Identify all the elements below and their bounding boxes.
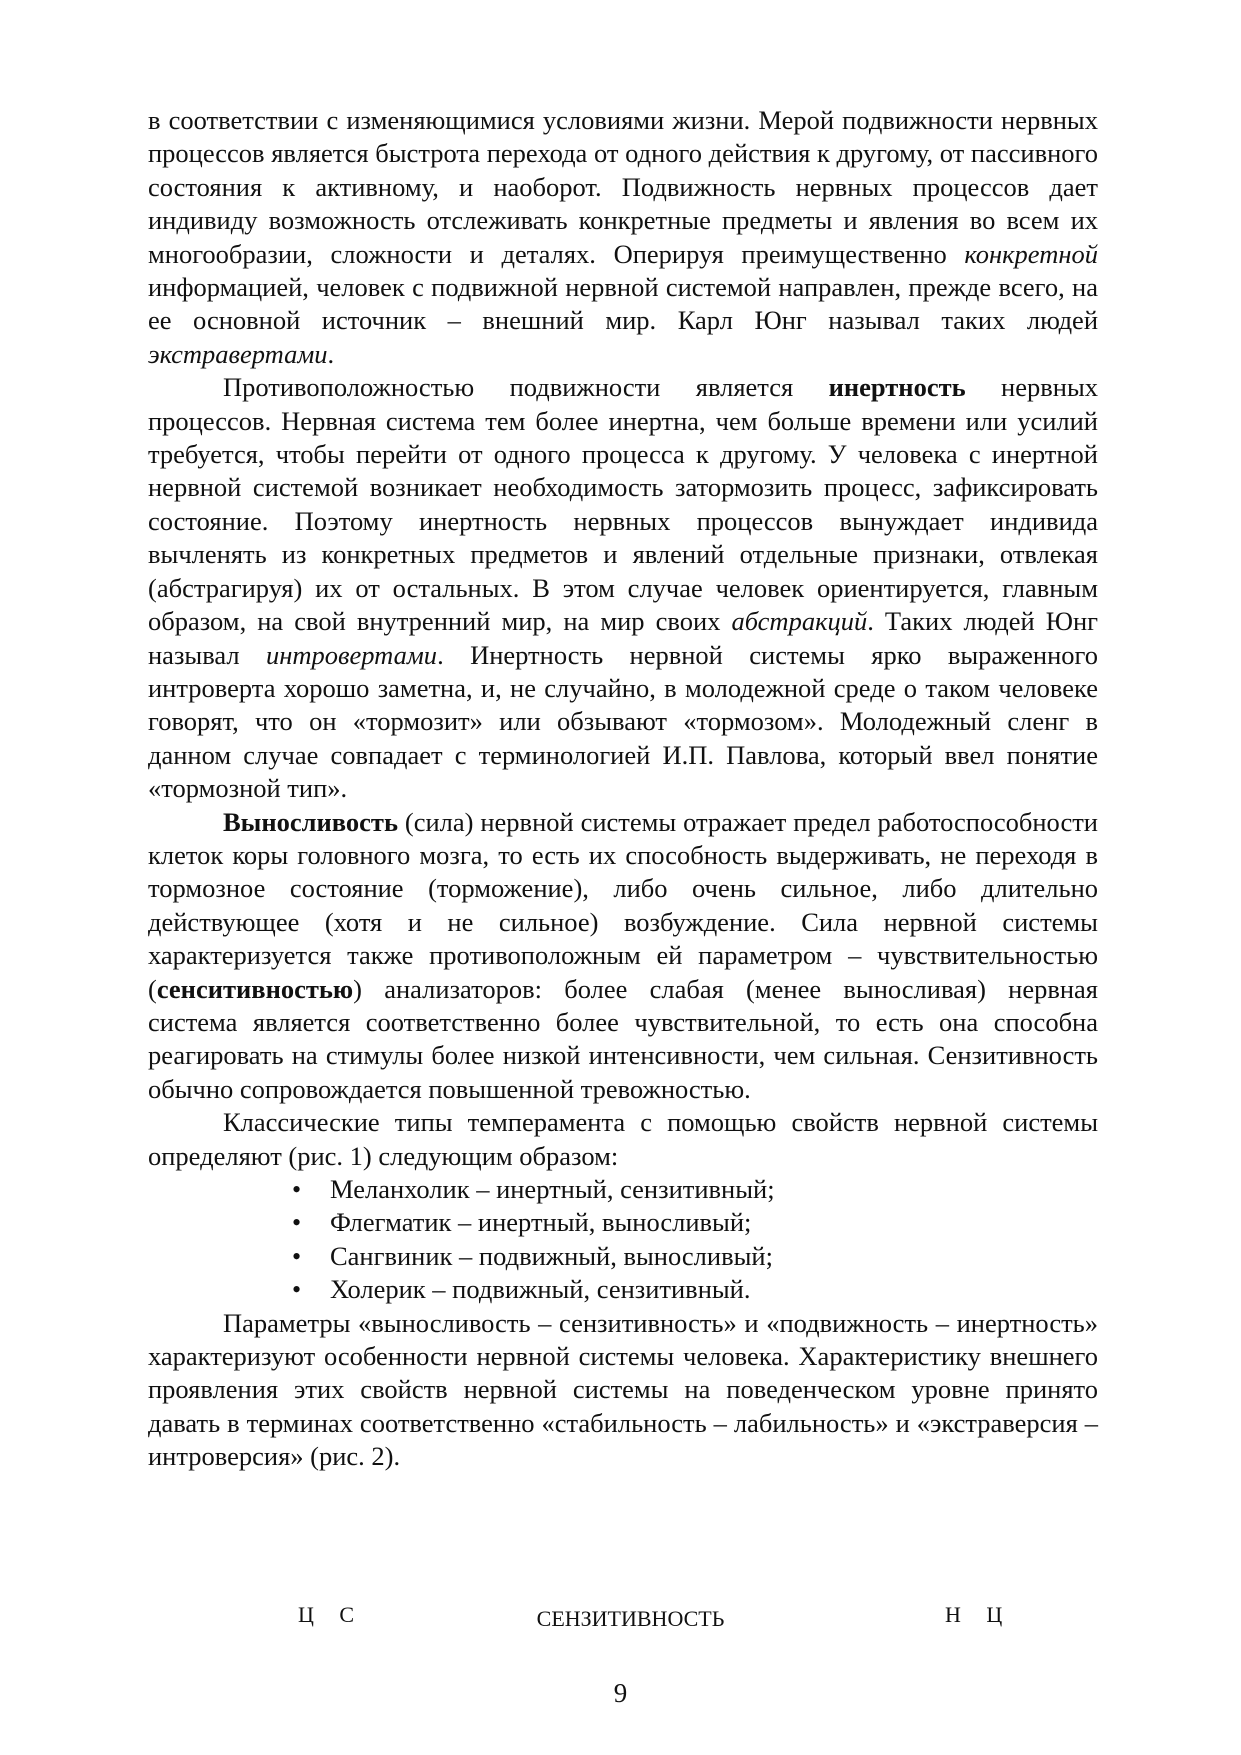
list-item: • Меланхолик – инертный, сензитивный; — [288, 1173, 1098, 1206]
paragraph-1 — [148, 104, 1098, 371]
paragraph-1-text-e: . — [327, 338, 335, 369]
term-abstractions: абстракций — [731, 606, 868, 637]
paragraph-3-text-d: ) анализаторов: более слабая (менее выносливая) нервная система является соответственно более чувствительной, то есть она способна реагировать на стимулы более низкой интенсивности, чем сильная. Сензитивность обычно сопровождается повышенной тревожностью. — [148, 973, 1098, 1104]
list-item: • Флегматик – инертный, выносливый; — [288, 1206, 1098, 1239]
paragraph-2-text-g: . Инертность нервной системы ярко выраженного интроверта хорошо заметна, и, не случайно, в молодежной среде о таком человеке говорят, что он «тормозит» или обзывают «тормозом». Молодежный сленг в данном случае совпадает с терминологией И.П. Павлова, который ввел понятие «тормозной тип». — [148, 639, 1098, 804]
page-number: 9 — [613, 1678, 628, 1708]
figure-left-glyphs: Ц С — [298, 1602, 365, 1627]
figure-axis-label: СЕНЗИТИВНОСТЬ — [536, 1606, 725, 1631]
term-endurance: Выносливость — [223, 806, 398, 837]
paragraph-2 — [148, 371, 1098, 805]
list-item: • Холерик – подвижный, сензитивный. — [288, 1273, 1098, 1306]
paragraph-2-text-a: Противоположностью подвижности является — [223, 372, 829, 403]
paragraph-3-text-b: (сила) нервной системы отражает предел работоспособности клеток коры головного мозга, то есть их способность выдерживать, не переходя в тормозное состояние (торможение), либо очень сильное, либо длительно действующее (хотя и не сильное) возбуждение. Сила нервной системы характеризуется также противоположным ей параметром – чувствительностью ( — [148, 806, 1098, 1004]
paragraph-4: Классические типы темперамента с помощью свойств нервной системы определяют (рис. 1) следующим образом: — [148, 1107, 1098, 1171]
body-text — [148, 104, 1098, 1474]
paragraph-5: Параметры «выносливость – сензитивность» и «подвижность – инертность» характеризуют особенности нервной системы человека. Характеристику внешнего проявления этих свойств нервной системы на поведенческом уровне принято давать в терминах соответственно «стабильность – лабильность» и «экстраверсия – интроверсия» (рис. 2). — [148, 1307, 1098, 1472]
paragraph-3 — [148, 806, 1098, 1107]
figure-fragment — [0, 1600, 1241, 1640]
term-concrete: конкретной — [964, 238, 1098, 269]
temperament-list — [148, 1173, 1098, 1307]
term-extraverts: экстравертами — [148, 338, 328, 369]
list-item: • Сангвиник – подвижный, выносливый; — [288, 1240, 1098, 1273]
term-introverts: интровертами — [265, 639, 438, 670]
term-sensitivity: сенситивностью — [156, 973, 354, 1004]
paragraph-2-text-c: нервных процессов. Нервная система тем более инертна, чем больше времени или усилий требуется, чтобы перейти от одного процесса к другому. У человека с инертной нервной системой возникает необходимость затормозить процесс, зафиксировать состояние. Поэтому инертность нервных процессов вынуждает индивида вычленять из конкретных предметов и явлений отдельные признаки, отвлекая (абстрагируя) их от остальных. В этом случае человек ориентируется, главным образом, на свой внутренний мир, на мир своих — [148, 372, 1098, 637]
term-inertness: инертность — [828, 372, 966, 403]
paragraph-2-text-e: . Таких людей Юнг называл — [148, 606, 1098, 670]
figure-right-glyphs: Н Ц — [945, 1602, 1013, 1627]
paragraph-1-text-a: в соответствии с изменяющимися условиями жизни. Мерой подвижности нервных процессов является быстрота перехода от одного действия к другому, от пассивного состояния к активному, и наоборот. Подвижность нервных процессов дает индивиду возможность отслеживать конкретные предметы и явления во всем их многообразии, сложности и деталях. Оперируя преимущественно — [148, 105, 1098, 269]
paragraph-1-text-c: информацией, человек с подвижной нервной системой направлен, прежде всего, на ее основной источник – внешний мир. Карл Юнг называл таких людей — [148, 272, 1098, 336]
